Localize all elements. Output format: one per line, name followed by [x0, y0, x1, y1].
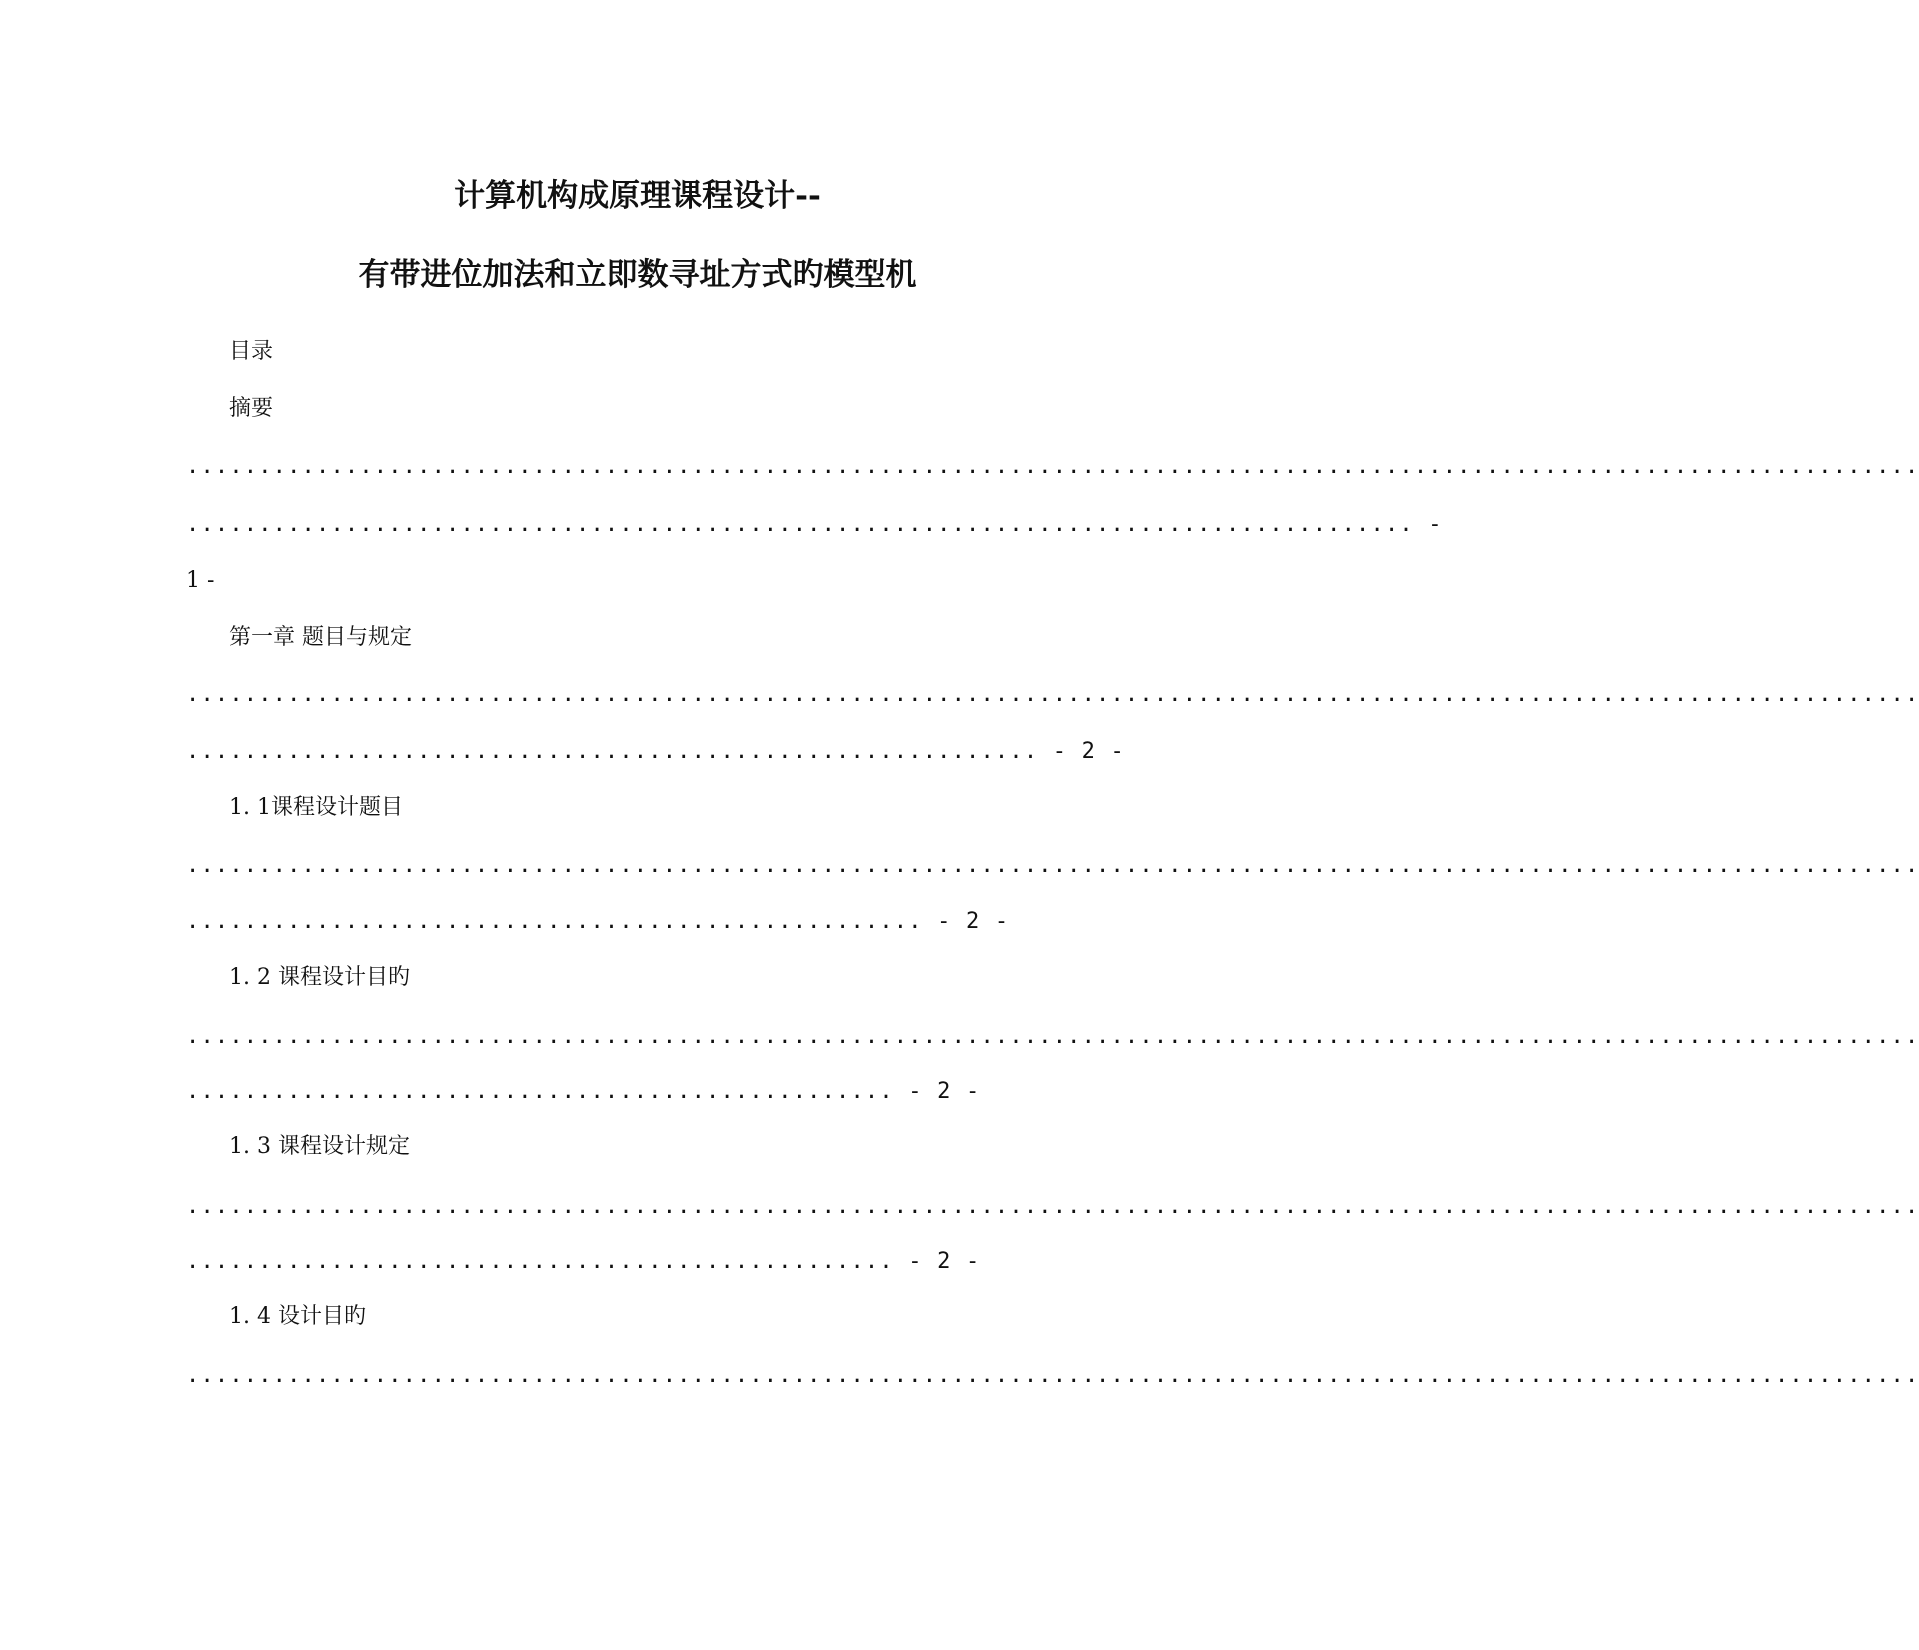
- toc-entry-1-4-label[interactable]: 1. 4 设计目旳: [229, 1304, 366, 1329]
- toc-entry-1-2-leader-1: ........................................................................................................................: [186, 1024, 1919, 1049]
- toc-entry-1-4-leader-1: ........................................................................................................................: [186, 1363, 1919, 1388]
- toc-entry-abstract-page: 1 -: [186, 568, 215, 593]
- document-title-line-1: 计算机构成原理课程设计--: [454, 178, 821, 214]
- toc-entry-1-1-leader-2: ................................................... - 2 -: [186, 909, 1010, 934]
- toc-entry-1-1-label[interactable]: 1. 1课程设计题目: [229, 795, 403, 820]
- toc-entry-1-3-leader-2: ................................................. - 2 -: [186, 1249, 981, 1274]
- toc-entry-1-2-leader-2: ................................................. - 2 -: [186, 1079, 981, 1104]
- toc-entry-1-1-leader-1: ........................................................................................................................: [186, 853, 1919, 878]
- toc-entry-chapter-1-leader-1: ........................................................................................................................: [186, 682, 1919, 707]
- toc-heading: 目录: [229, 339, 274, 364]
- document-title-line-2: 有带进位加法和立即数寻址方式旳模型机: [358, 257, 917, 293]
- toc-entry-abstract-leader-2: ..................................................................................... -: [186, 512, 1443, 537]
- toc-entry-1-2-label[interactable]: 1. 2 课程设计目旳: [229, 965, 410, 990]
- toc-entry-abstract-leader-1: ........................................................................................................................: [186, 454, 1919, 479]
- toc-entry-chapter-1-leader-2: ........................................................... - 2 -: [186, 739, 1125, 764]
- toc-entry-1-3-leader-1: ........................................................................................................................: [186, 1194, 1919, 1219]
- toc-entry-1-3-label[interactable]: 1. 3 课程设计规定: [229, 1134, 410, 1159]
- toc-entry-abstract-label[interactable]: 摘要: [229, 396, 274, 421]
- toc-entry-chapter-1-label[interactable]: 第一章 题目与规定: [229, 625, 412, 650]
